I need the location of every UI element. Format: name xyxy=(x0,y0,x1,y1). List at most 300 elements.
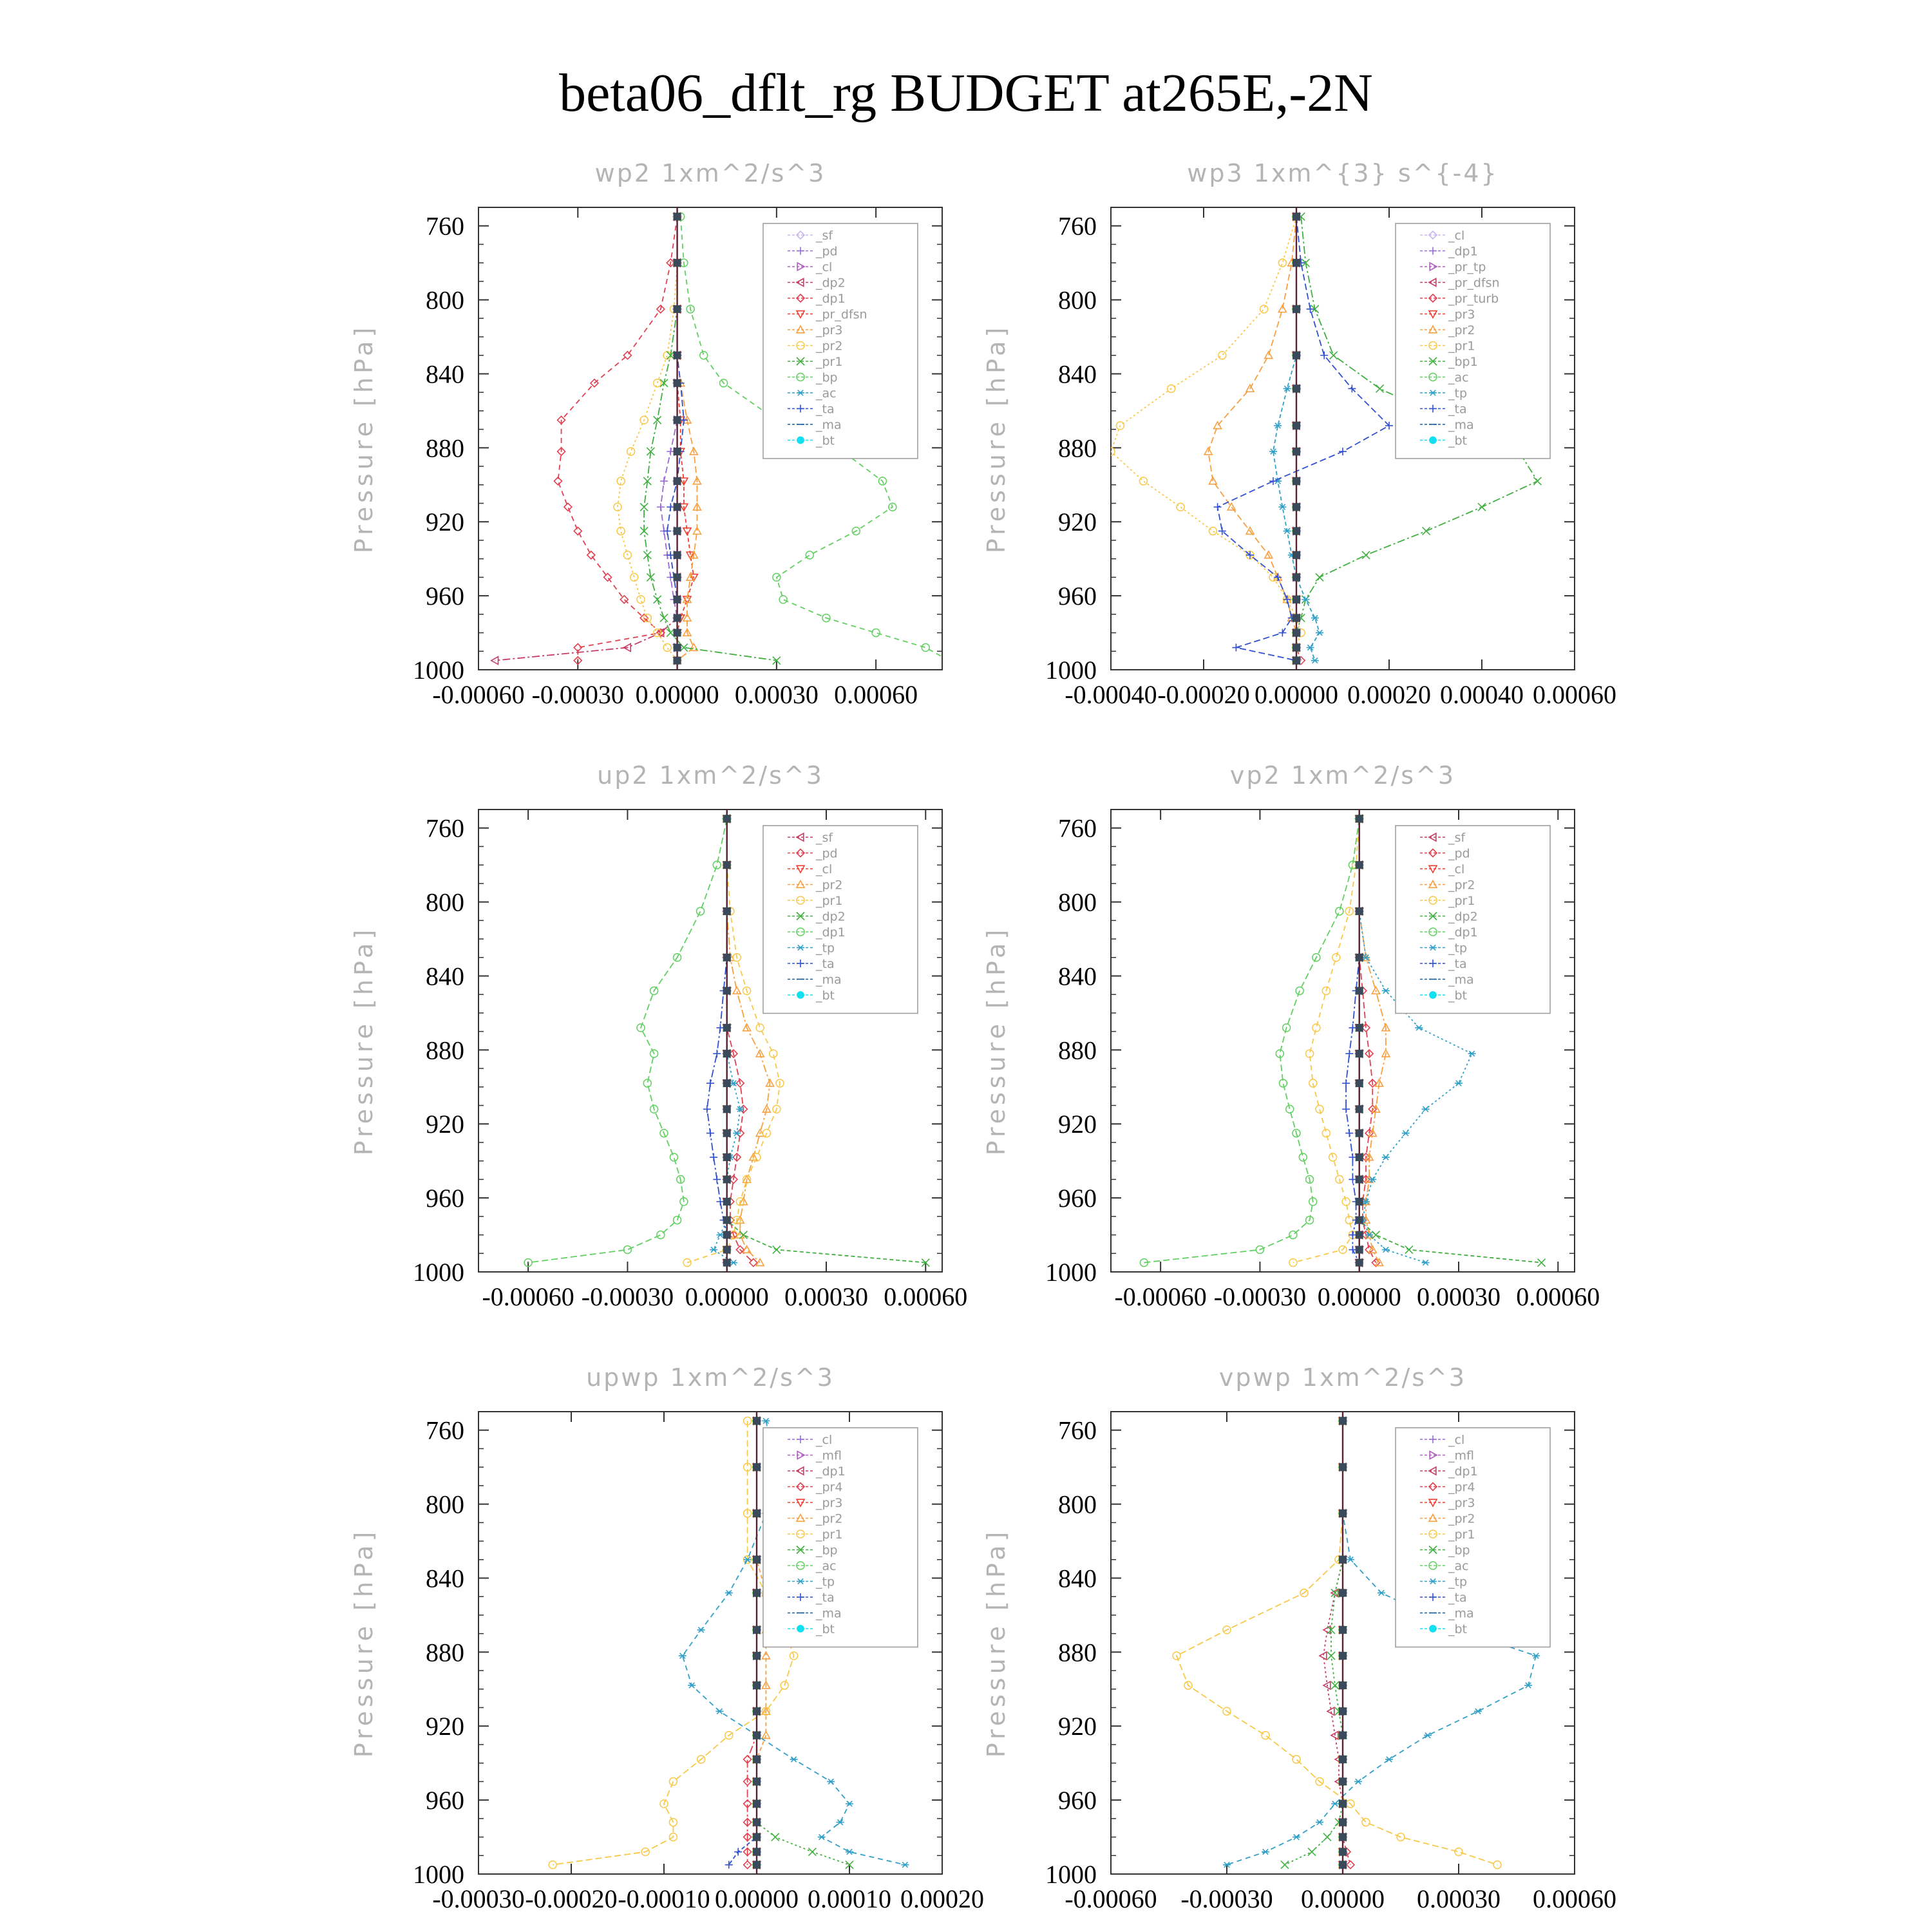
y-axis-label: Pressure [hPa] xyxy=(350,323,378,554)
zero-marker xyxy=(753,1861,761,1869)
zero-marker xyxy=(753,1833,761,1841)
data-point xyxy=(1308,1848,1316,1856)
zero-marker xyxy=(674,573,681,581)
y-tick-label: 840 xyxy=(426,961,464,991)
legend-label: _bt xyxy=(816,989,835,1003)
zero-marker xyxy=(674,352,681,359)
zero-marker xyxy=(674,644,681,652)
data-point xyxy=(574,527,582,535)
data-point xyxy=(945,657,952,665)
x-tick-label: -0.00030 xyxy=(432,1884,525,1913)
data-point xyxy=(1269,477,1277,485)
zero-marker xyxy=(1339,1626,1347,1634)
data-point xyxy=(733,1130,741,1135)
zero-marker xyxy=(1339,1833,1347,1841)
data-point xyxy=(1336,907,1343,915)
data-point xyxy=(657,503,665,511)
panel-title: up2 1xm^2/s^3 xyxy=(597,761,824,790)
y-tick-label: 840 xyxy=(1058,961,1097,991)
data-point xyxy=(663,644,671,652)
zero-marker xyxy=(1293,384,1300,392)
x-tick-label: -0.00030 xyxy=(1213,1282,1307,1311)
data-point xyxy=(683,1259,691,1267)
data-point xyxy=(1339,448,1347,455)
legend-label: _pr4 xyxy=(816,1480,843,1495)
zero-marker xyxy=(674,551,681,559)
zero-marker xyxy=(1356,1024,1363,1032)
zero-marker xyxy=(723,1079,731,1087)
zero-marker xyxy=(1356,815,1363,822)
x-tick-label: 0.00010 xyxy=(808,1884,891,1913)
y-tick-label: 880 xyxy=(426,433,464,463)
panel-title: wp2 1xm^2/s^3 xyxy=(594,159,826,187)
zero-marker xyxy=(674,477,681,485)
legend-label: _dp2 xyxy=(1448,909,1478,924)
data-point xyxy=(1232,644,1240,652)
data-point xyxy=(1342,1198,1350,1206)
legend-label: _pr1 xyxy=(1448,339,1475,354)
data-point xyxy=(706,1130,714,1137)
y-tick-label: 880 xyxy=(426,1036,464,1065)
y-axis-label: Pressure [hPa] xyxy=(350,1528,378,1758)
data-point xyxy=(1281,1861,1289,1869)
data-point xyxy=(706,1079,714,1087)
legend-label: _tp xyxy=(816,1575,835,1589)
data-point xyxy=(1422,1260,1430,1265)
zero-marker xyxy=(1339,1777,1347,1785)
zero-marker xyxy=(674,527,681,535)
zero-marker xyxy=(723,1231,731,1239)
series-line-dp1 xyxy=(558,216,677,660)
legend-label: _bt xyxy=(816,433,835,448)
zero-marker xyxy=(1293,614,1300,622)
data-point xyxy=(772,1833,779,1841)
legend-label: _dp1 xyxy=(816,925,846,940)
x-tick-label: 0.00020 xyxy=(900,1884,984,1913)
data-point xyxy=(725,1590,733,1595)
data-point xyxy=(1362,551,1370,559)
legend-label: _ma xyxy=(1448,972,1474,987)
zero-marker xyxy=(753,1707,761,1715)
data-point xyxy=(1330,352,1338,359)
zero-marker xyxy=(753,1800,761,1808)
legend-label: _tp xyxy=(816,941,835,956)
y-tick-label: 760 xyxy=(1058,813,1097,843)
data-point xyxy=(1322,1130,1330,1137)
y-tick-label: 960 xyxy=(1058,1184,1097,1213)
zero-marker xyxy=(753,1417,761,1425)
series-line-pd xyxy=(661,216,677,660)
x-tick-label: 0.00000 xyxy=(635,680,719,709)
y-tick-label: 960 xyxy=(426,1786,464,1815)
legend-label: _pr_dfsn xyxy=(1448,276,1500,290)
y-tick-label: 800 xyxy=(1058,887,1097,917)
data-point xyxy=(1376,384,1384,392)
legend-label: _pr_tp xyxy=(1448,260,1486,274)
data-point xyxy=(1402,1130,1410,1135)
zero-marker xyxy=(753,1819,761,1826)
legend-label: _ma xyxy=(816,418,842,432)
series-line-pr1 xyxy=(1293,819,1359,1262)
y-tick-label: 1000 xyxy=(1045,656,1097,685)
data-point xyxy=(1293,1756,1300,1763)
legend-label: _pr_turb xyxy=(1448,292,1499,306)
legend-label: _cl xyxy=(1448,862,1465,876)
data-point xyxy=(710,1247,717,1252)
legend-label: _ma xyxy=(1448,1606,1474,1621)
data-point xyxy=(710,1153,717,1161)
data-point xyxy=(637,596,645,603)
legend-label: _tp xyxy=(1448,386,1468,401)
zero-marker xyxy=(1293,551,1300,559)
zero-marker xyxy=(723,1024,731,1032)
zero-marker xyxy=(1356,1231,1363,1239)
zero-marker xyxy=(674,213,681,220)
x-tick-label: 0.00060 xyxy=(834,680,918,709)
zero-marker xyxy=(1293,422,1300,430)
zero-marker xyxy=(723,1246,731,1254)
data-point xyxy=(1278,629,1286,637)
legend-label: _pr_dfsn xyxy=(816,307,867,322)
data-point xyxy=(1345,1130,1353,1137)
x-tick-label: -0.00060 xyxy=(1114,1282,1207,1311)
legend-label: _ma xyxy=(816,972,842,987)
data-point xyxy=(922,644,929,652)
data-point xyxy=(1218,352,1226,359)
x-tick-label: 0.00030 xyxy=(1417,1884,1501,1913)
legend-label: _pr2 xyxy=(1448,323,1475,337)
x-tick-label: 0.00030 xyxy=(784,1282,868,1311)
data-point xyxy=(1378,1590,1385,1595)
data-point xyxy=(713,1175,721,1183)
chart-panel-5 xyxy=(350,1363,984,1913)
legend-label: _bp xyxy=(816,1543,838,1558)
data-point xyxy=(1320,1652,1327,1660)
data-point xyxy=(1286,1105,1294,1113)
legend-label: _pr4 xyxy=(1448,1480,1475,1495)
y-tick-label: 1000 xyxy=(1045,1860,1097,1889)
zero-marker xyxy=(753,1777,761,1785)
data-point xyxy=(670,1153,677,1161)
data-point xyxy=(657,1231,665,1239)
legend-label: _pr3 xyxy=(816,1496,843,1510)
series-line-pr2 xyxy=(618,216,677,660)
series-line-pr4 xyxy=(748,1421,757,1864)
legend-label: _bt xyxy=(816,1622,835,1636)
series-line-pd xyxy=(727,819,753,1262)
x-tick-label: -0.00060 xyxy=(1065,1884,1157,1913)
y-tick-label: 880 xyxy=(426,1638,464,1667)
legend-marker xyxy=(1430,992,1437,999)
data-point xyxy=(1347,1861,1354,1869)
data-point xyxy=(654,596,661,603)
legend-label: _ta xyxy=(816,1591,835,1605)
zero-marker xyxy=(753,1732,761,1739)
data-point xyxy=(713,861,721,869)
x-tick-label: -0.00030 xyxy=(531,680,624,709)
zero-marker xyxy=(1356,907,1363,915)
legend-label: _pr3 xyxy=(1448,1496,1475,1510)
legend-label: _mfl xyxy=(816,1448,842,1463)
zero-marker xyxy=(1356,1153,1363,1161)
series-line-pr4 xyxy=(1343,1421,1350,1864)
data-point xyxy=(716,1232,724,1237)
legend-label: _ac xyxy=(1448,370,1469,385)
legend-label: _ac xyxy=(816,1559,837,1573)
legend-label: _dp1 xyxy=(816,1464,846,1479)
y-tick-label: 800 xyxy=(426,1490,464,1519)
chart-panel-1 xyxy=(350,159,952,709)
data-point xyxy=(660,477,668,485)
zero-marker xyxy=(723,987,731,994)
legend-label: _pr3 xyxy=(1448,307,1475,322)
y-tick-label: 960 xyxy=(1058,1786,1097,1815)
legend-label: _ma xyxy=(1448,418,1474,432)
legend-label: _sf xyxy=(1448,831,1466,845)
zero-marker xyxy=(1339,1417,1347,1425)
y-tick-label: 960 xyxy=(426,582,464,611)
data-point xyxy=(1493,1861,1501,1869)
data-point xyxy=(818,1834,826,1839)
zero-marker xyxy=(1339,1848,1347,1856)
legend-label: _bp1 xyxy=(1448,355,1478,369)
zero-marker xyxy=(1293,477,1300,485)
zero-marker xyxy=(674,657,681,665)
y-tick-label: 920 xyxy=(426,1110,464,1139)
x-tick-label: 0.00060 xyxy=(1533,680,1616,709)
legend-label: _bt xyxy=(1448,433,1468,448)
series-line-dp1 xyxy=(528,819,727,1262)
data-point xyxy=(1538,1259,1546,1267)
x-tick-label: 0.00060 xyxy=(1516,1282,1600,1311)
legend-marker xyxy=(797,437,804,444)
data-point xyxy=(630,573,638,581)
zero-marker xyxy=(1293,573,1300,581)
zero-marker xyxy=(753,1510,761,1517)
data-point xyxy=(762,1652,770,1659)
y-tick-label: 880 xyxy=(1058,433,1097,463)
legend-label: _pr1 xyxy=(816,355,843,369)
legend-label: _cl xyxy=(816,862,833,876)
zero-marker xyxy=(753,1589,761,1596)
zero-marker xyxy=(1356,1175,1363,1183)
legend-label: _ta xyxy=(1448,1591,1467,1605)
data-point xyxy=(1262,1849,1269,1854)
zero-marker xyxy=(1293,503,1300,511)
y-tick-label: 960 xyxy=(1058,582,1097,611)
data-point xyxy=(1342,1079,1350,1087)
series-line-ta xyxy=(729,1421,757,1864)
legend-label: _bt xyxy=(1448,1622,1468,1636)
data-point xyxy=(808,1848,816,1856)
y-tick-label: 840 xyxy=(426,359,464,389)
data-point xyxy=(1139,477,1147,485)
x-tick-label: 0.00020 xyxy=(1347,680,1431,709)
legend-label: _pr1 xyxy=(816,1528,843,1542)
data-point xyxy=(697,907,705,915)
legend-marker xyxy=(1430,1625,1437,1633)
zero-marker xyxy=(1356,1079,1363,1087)
legend-marker xyxy=(1430,437,1437,444)
data-point xyxy=(1177,503,1184,511)
zero-marker xyxy=(1339,1681,1347,1689)
y-axis-label: Pressure [hPa] xyxy=(982,1528,1010,1758)
y-tick-label: 800 xyxy=(426,285,464,315)
zero-marker xyxy=(1356,1130,1363,1137)
legend-label: _pr2 xyxy=(816,1511,843,1526)
x-tick-label: 0.00040 xyxy=(1440,680,1524,709)
zero-marker xyxy=(753,1756,761,1763)
data-point xyxy=(1533,477,1541,485)
legend-label: _ta xyxy=(1448,957,1467,971)
y-axis-label: Pressure [hPa] xyxy=(982,925,1010,1156)
legend-label: _dp1 xyxy=(816,292,846,306)
zero-marker xyxy=(1293,213,1300,220)
legend-label: _pr2 xyxy=(816,339,843,354)
data-point xyxy=(901,1862,909,1867)
panel-title: vpwp 1xm^2/s^3 xyxy=(1218,1363,1467,1392)
data-point xyxy=(1382,1247,1390,1252)
y-tick-label: 760 xyxy=(426,211,464,241)
data-point xyxy=(1323,1833,1331,1841)
zero-marker xyxy=(1356,1246,1363,1254)
data-point xyxy=(564,503,572,511)
data-point xyxy=(1262,1732,1269,1739)
zero-marker xyxy=(723,861,731,869)
legend-label: _pr3 xyxy=(816,323,843,337)
y-tick-label: 880 xyxy=(1058,1036,1097,1065)
data-point xyxy=(1342,1105,1350,1113)
data-point xyxy=(1209,527,1217,535)
data-point xyxy=(1312,1024,1320,1032)
data-point xyxy=(623,1246,631,1254)
y-tick-label: 760 xyxy=(426,813,464,843)
data-point xyxy=(770,1050,777,1057)
legend-label: _cl xyxy=(816,260,833,274)
zero-marker xyxy=(674,416,681,424)
legend-label: _ta xyxy=(816,957,835,971)
legend-label: _dp1 xyxy=(1448,1464,1478,1479)
data-point xyxy=(1307,305,1314,313)
legend-label: _cl xyxy=(1448,1433,1465,1447)
zero-marker xyxy=(723,954,731,961)
y-tick-label: 1000 xyxy=(1045,1258,1097,1287)
legend-label: _dp2 xyxy=(816,909,846,924)
zero-marker xyxy=(674,614,681,622)
zero-marker xyxy=(674,305,681,313)
y-tick-label: 760 xyxy=(1058,1416,1097,1445)
data-point xyxy=(1316,630,1323,635)
x-tick-label: 0.00000 xyxy=(685,1282,769,1311)
series-line-dp1 xyxy=(1144,819,1359,1262)
figure-title: beta06_dflt_rg BUDGET at265E,-2N xyxy=(559,63,1373,123)
legend-label: _pr2 xyxy=(1448,1511,1475,1526)
data-point xyxy=(643,1079,651,1087)
data-point xyxy=(549,1861,556,1869)
y-tick-label: 920 xyxy=(1058,1110,1097,1139)
zero-marker xyxy=(723,1259,731,1267)
zero-marker xyxy=(674,379,681,387)
zero-marker xyxy=(674,629,681,637)
chart-panel-3 xyxy=(350,761,967,1311)
zero-marker xyxy=(723,1130,731,1137)
data-point xyxy=(790,1757,798,1762)
panel-title: upwp 1xm^2/s^3 xyxy=(586,1363,835,1392)
zero-marker xyxy=(753,1556,761,1564)
x-tick-label: 0.00000 xyxy=(1317,1282,1401,1311)
zero-marker xyxy=(1356,1105,1363,1113)
data-point xyxy=(1362,1819,1370,1826)
y-tick-label: 840 xyxy=(426,1564,464,1593)
zero-marker xyxy=(1356,987,1363,994)
zero-marker xyxy=(1339,1861,1347,1869)
zero-marker xyxy=(723,815,731,822)
y-tick-label: 800 xyxy=(1058,285,1097,315)
series-line-pr1 xyxy=(1111,216,1301,660)
data-point xyxy=(1327,1652,1335,1660)
zero-marker xyxy=(1339,1819,1347,1826)
data-point xyxy=(1311,615,1319,620)
x-tick-label: -0.00030 xyxy=(1180,1884,1273,1913)
zero-marker xyxy=(1293,629,1300,637)
x-tick-label: 0.00060 xyxy=(884,1282,968,1311)
zero-marker xyxy=(723,1217,731,1224)
data-point xyxy=(1316,573,1323,581)
data-point xyxy=(827,1779,835,1784)
legend-label: _sf xyxy=(816,831,833,845)
zero-marker xyxy=(674,503,681,511)
chart-panel-2 xyxy=(982,159,1616,709)
data-point xyxy=(640,503,648,511)
data-point xyxy=(872,629,880,637)
zero-marker xyxy=(753,1626,761,1634)
x-tick-label: -0.00010 xyxy=(618,1884,710,1913)
data-point xyxy=(1332,954,1340,961)
legend-label: _pd xyxy=(816,846,838,861)
data-point xyxy=(1478,503,1486,511)
x-tick-label: 0.00060 xyxy=(1533,1884,1616,1913)
zero-marker xyxy=(723,1105,731,1113)
zero-marker xyxy=(1339,1707,1347,1715)
x-tick-label: -0.00040 xyxy=(1065,680,1157,709)
data-point xyxy=(744,1861,752,1869)
series-line-pr1 xyxy=(644,216,777,660)
series-line-pr1 xyxy=(553,1421,793,1864)
legend-label: _ta xyxy=(1448,402,1467,417)
legend-label: _pd xyxy=(1448,846,1470,861)
legend-label: _dp1 xyxy=(1448,244,1478,259)
y-tick-label: 920 xyxy=(1058,507,1097,537)
x-tick-label: -0.00060 xyxy=(432,680,525,709)
zero-marker xyxy=(674,596,681,603)
zero-marker xyxy=(1293,596,1300,603)
zero-marker xyxy=(1293,657,1300,665)
data-point xyxy=(697,1627,705,1633)
legend-label: _ac xyxy=(1448,1559,1469,1573)
panels xyxy=(350,159,1616,1913)
data-point xyxy=(1289,1259,1297,1267)
data-point xyxy=(1455,1848,1463,1856)
data-point xyxy=(1299,1153,1307,1161)
chart-panel-4 xyxy=(982,761,1600,1311)
legend-label: _pr2 xyxy=(816,878,843,893)
y-tick-label: 1000 xyxy=(413,656,464,685)
data-point xyxy=(773,1246,781,1254)
legend-label: _pr1 xyxy=(1448,1528,1475,1542)
series-line-pd xyxy=(1359,819,1376,1262)
y-tick-label: 920 xyxy=(426,1712,464,1741)
legend-label: _dp2 xyxy=(816,276,846,290)
